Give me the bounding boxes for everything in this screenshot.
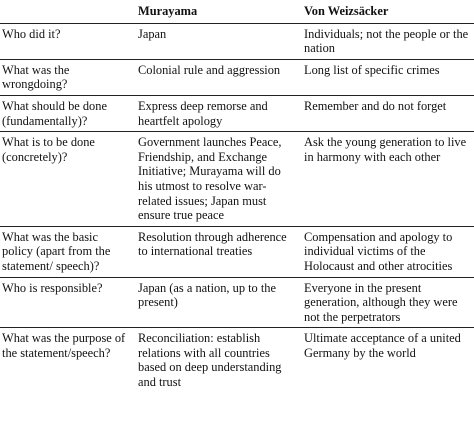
table-row — [0, 132, 474, 227]
question-cell: What was the purpose of the statement/speech? — [2, 331, 126, 360]
question-cell: What is to be done (concretely)? — [0, 132, 134, 227]
header-row — [0, 0, 474, 23]
question-cell: Who is responsible? — [0, 277, 134, 328]
murayama-cell: Reconciliation: establish relations with all countries based on deep understanding and trust — [138, 331, 282, 390]
weizsacker-cell: Compensation and apology to individual victims of the Holocaust and other atrocities — [300, 226, 474, 277]
question-cell: What was the wrongdoing? — [0, 59, 134, 95]
table-row — [0, 59, 474, 95]
header-murayama: Murayama — [134, 0, 300, 23]
weizsacker-cell: Ultimate acceptance of a united Germany by the world — [304, 331, 461, 360]
murayama-cell: Resolution through adherence to international treaties — [134, 226, 300, 277]
question-cell: What should be done (fundamentally)? — [0, 95, 134, 131]
question-cell: Who did it? — [0, 23, 134, 59]
weizsacker-cell: Individuals; not the people or the nation — [300, 23, 474, 59]
weizsacker-cell: Everyone in the present generation, although they were not the perpetrators — [300, 277, 474, 328]
murayama-cell: Colonial rule and aggression — [134, 59, 300, 95]
murayama-cell: Japan — [134, 23, 300, 59]
murayama-cell: Government launches Peace, Friendship, and Exchange Initiative; Murayama will do his utmost to resolve war-related issues; Japan must ensure true peace — [134, 132, 300, 227]
weizsacker-cell: Long list of specific crimes — [300, 59, 474, 95]
question-cell: What was the basic policy (apart from the statement/ speech)? — [0, 226, 134, 277]
murayama-cell: Japan (as a nation, up to the present) — [134, 277, 300, 328]
table-row — [0, 328, 474, 393]
table-row — [0, 95, 474, 131]
weizsacker-cell: Remember and do not forget — [300, 95, 474, 131]
table-row — [0, 277, 474, 328]
table-row — [0, 226, 474, 277]
table-row — [0, 23, 474, 59]
header-question — [0, 0, 134, 23]
header-weizsacker: Von Weizsäcker — [300, 0, 474, 23]
murayama-cell: Express deep remorse and heartfelt apology — [134, 95, 300, 131]
weizsacker-cell: Ask the young generation to live in harmony with each other — [300, 132, 474, 227]
